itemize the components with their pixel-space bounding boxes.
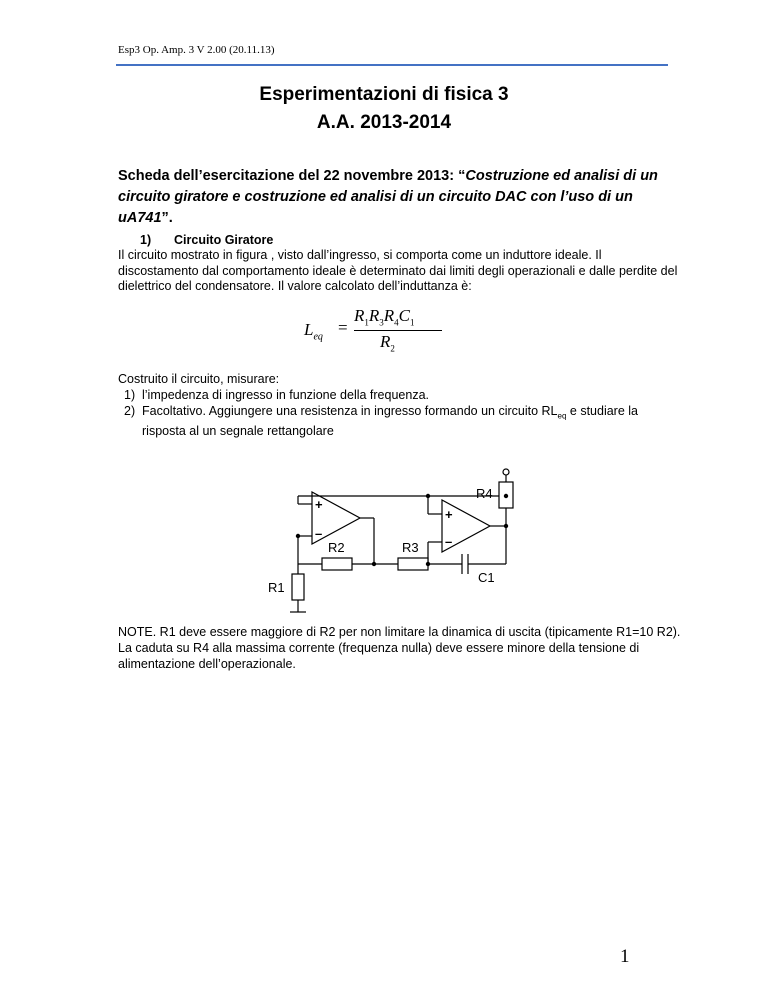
opamp2-plus-label: + bbox=[445, 507, 453, 522]
header-rule bbox=[116, 64, 668, 66]
formula-lhs: $L_{eq}$ bbox=[304, 320, 323, 343]
list-item: 1) l’impedenza di ingresso in funzione della frequenza. bbox=[124, 388, 429, 402]
notes-paragraph: NOTE. R1 deve essere maggiore di R2 per non limitare la dinamica di uscita (tipicamente R1=10 R2). La caduta su R4 alla massima corrente (frequenza nulla) deve essere minore della tensione di alimentazione dell’operazionale. bbox=[118, 625, 681, 671]
opamp1-minus-label: – bbox=[315, 526, 323, 541]
subtitle-suffix: ”. bbox=[161, 210, 173, 226]
r4-label: R4 bbox=[476, 486, 493, 501]
formula-numerator: $R_1R_3R_4C_1$ bbox=[354, 306, 415, 328]
c1-label: C1 bbox=[478, 570, 495, 585]
r1-label: R1 bbox=[268, 580, 285, 595]
section-title: Circuito Giratore bbox=[174, 233, 274, 247]
document-title: Esperimentazioni di fisica 3 bbox=[259, 84, 509, 105]
r2-label: R2 bbox=[328, 540, 345, 555]
page-header: Esp3 Op. Amp. 3 V 2.00 (20.11.13) bbox=[118, 44, 275, 56]
subtitle-prefix: Scheda dell’esercitazione del 22 novembre 2013: “ bbox=[118, 168, 466, 184]
formula-denominator: $R_2$ bbox=[380, 332, 395, 354]
formula-equals: = bbox=[338, 318, 348, 337]
r3-label: R3 bbox=[402, 540, 419, 555]
opamp2-minus-label: – bbox=[445, 534, 453, 549]
inductance-formula bbox=[0, 306, 768, 352]
academic-year: A.A. 2013-2014 bbox=[316, 112, 452, 133]
exercise-subtitle bbox=[118, 166, 678, 229]
list-item: 2) Facoltativo. Aggiungere una resistenza in ingresso formando un circuito $RL_{eq}$ e studiare la risposta al un segnale rettangolare bbox=[124, 403, 638, 438]
opamp1-plus-label: + bbox=[315, 497, 323, 512]
section-heading bbox=[140, 233, 273, 247]
measure-list bbox=[118, 388, 678, 439]
measure-intro: Costruito il circuito, misurare: bbox=[118, 372, 280, 386]
fraction-bar bbox=[354, 330, 442, 331]
section-paragraph: Il circuito mostrato in figura , visto dall’ingresso, si comporta come un induttore ideale. Il discostamento dal comportamento ideale è determinato dai limiti degli operazionali e dalle perdite del dielettrico del condensatore. Il valore calcolato dell’induttanza è: bbox=[118, 248, 678, 293]
section-number: 1) bbox=[140, 233, 152, 247]
gyrator-circuit-diagram bbox=[264, 466, 524, 620]
subtitle-italic: Costruzione ed analisi di un circuito giratore e costruzione ed analisi di un circuito DAC con l’uso di un uA741 bbox=[118, 168, 658, 226]
page-number: 1 bbox=[620, 946, 630, 967]
